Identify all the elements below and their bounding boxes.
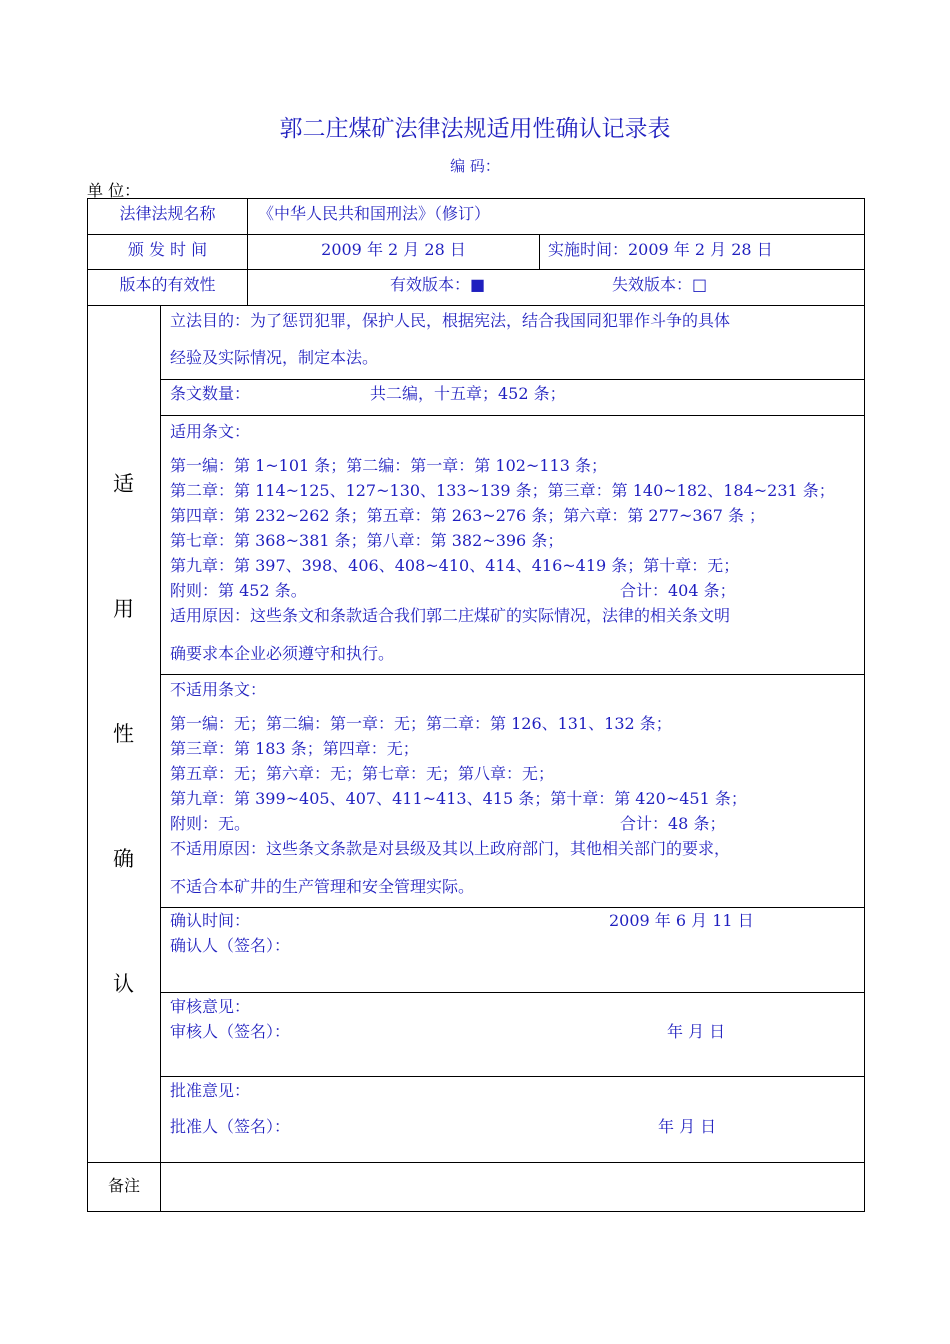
not-applicable-line: 附则：无。 <box>170 814 251 833</box>
not-applicable-reason-1: 不适用原因：这些条文条款是对县级及其以上政府部门，其他相关部门的要求， <box>170 839 731 858</box>
invalid-label: 失效版本： <box>612 275 693 294</box>
not-applicable-total: 合计：48 条； <box>620 814 726 833</box>
approve-opinion-label: 批准意见： <box>170 1081 251 1100</box>
invalid-version <box>612 274 707 296</box>
remarks-label: 备注 <box>107 1176 140 1195</box>
name-value: 《中华人民共和国刑法》（修订） <box>258 204 491 223</box>
applicable-line: 第七章：第 368~381 条；第八章：第 382~396 条； <box>170 531 564 550</box>
issue-label: 颁 发 时 间 <box>127 240 208 259</box>
applicable-line: 第一编：第 1~101 条；第二编：第一章：第 102~113 条； <box>170 456 607 475</box>
applicable-total: 合计：404 条； <box>620 581 736 600</box>
applicable-line: 第四章：第 232~262 条；第五章：第 263~276 条；第六章：第 277~367 条 ； <box>170 506 766 525</box>
side-char-4: 确 <box>113 847 134 871</box>
not-applicable-line: 第一编：无；第二编：第一章：无；第二章：第 126、131、132 条； <box>170 714 672 733</box>
page-title: 郭二庄煤矿法律法规适用性确认记录表 <box>279 116 671 142</box>
invalid-checkbox-icon: □ <box>692 275 708 294</box>
name-label: 法律法规名称 <box>119 204 216 223</box>
approve-person-label: 批准人（签名）： <box>170 1117 291 1136</box>
not-applicable-line: 第三章：第 183 条；第四章：无； <box>170 739 419 758</box>
count-value: 共二编，十五章；452 条； <box>370 384 566 403</box>
not-applicable-reason-2: 不适合本矿井的生产管理和安全管理实际。 <box>170 877 475 896</box>
applicable-line: 第二章：第 114~125、127~130、133~139 条；第三章：第 140~182、184~231 条； <box>170 481 835 500</box>
purpose-line-2: 经验及实际情况，制定本法。 <box>170 348 379 367</box>
remarks-value-cell[interactable] <box>160 1162 865 1212</box>
side-char-5: 认 <box>113 972 134 996</box>
approve-date: 年 月 日 <box>658 1117 717 1136</box>
applicable-heading: 适用条文： <box>170 422 251 441</box>
review-date: 年 月 日 <box>667 1022 726 1041</box>
not-applicable-line: 第九章：第 399~405、407、411~413、415 条；第十章：第 420~451 条； <box>170 789 747 808</box>
applicable-reason-2: 确要求本企业必须遵守和执行。 <box>170 644 395 663</box>
confirm-person-label: 确认人（签名）： <box>170 936 291 955</box>
purpose-line-1: 立法目的：为了惩罚犯罪，保护人民，根据宪法，结合我国同犯罪作斗争的具体 <box>170 311 731 330</box>
side-char-3: 性 <box>113 722 134 746</box>
unit-label: 单 位： <box>87 181 141 200</box>
review-person-label: 审核人（签名）： <box>170 1022 291 1041</box>
confirm-time-value: 2009 年 6 月 11 日 <box>609 911 754 930</box>
confirm-time-label: 确认时间： <box>170 911 251 930</box>
valid-checkbox-icon: ■ <box>470 275 486 294</box>
side-char-2: 用 <box>113 597 134 621</box>
valid-label: 有效版本： <box>390 275 471 294</box>
side-char-1: 适 <box>113 472 134 496</box>
not-applicable-heading: 不适用条文： <box>170 680 267 699</box>
valid-version <box>390 274 485 296</box>
applicable-line: 附则：第 452 条。 <box>170 581 307 600</box>
not-applicable-line: 第五章：无；第六章：无；第七章：无；第八章：无； <box>170 764 555 783</box>
validity-label: 版本的有效性 <box>119 275 216 294</box>
count-label: 条文数量： <box>170 384 251 403</box>
issue-value: 2009 年 2 月 28 日 <box>321 240 466 259</box>
applicable-line: 第九章：第 397、398、406、408~410、414、416~419 条；第十章：无； <box>170 556 740 575</box>
validity-value-cell <box>247 269 865 306</box>
code-label: 编 码： <box>450 157 500 175</box>
effective-value: 实施时间：2009 年 2 月 28 日 <box>548 240 773 259</box>
applicable-reason-1: 适用原因：这些条文和条款适合我们郭二庄煤矿的实际情况，法律的相关条文明 <box>170 606 731 625</box>
review-opinion-label: 审核意见： <box>170 997 251 1016</box>
